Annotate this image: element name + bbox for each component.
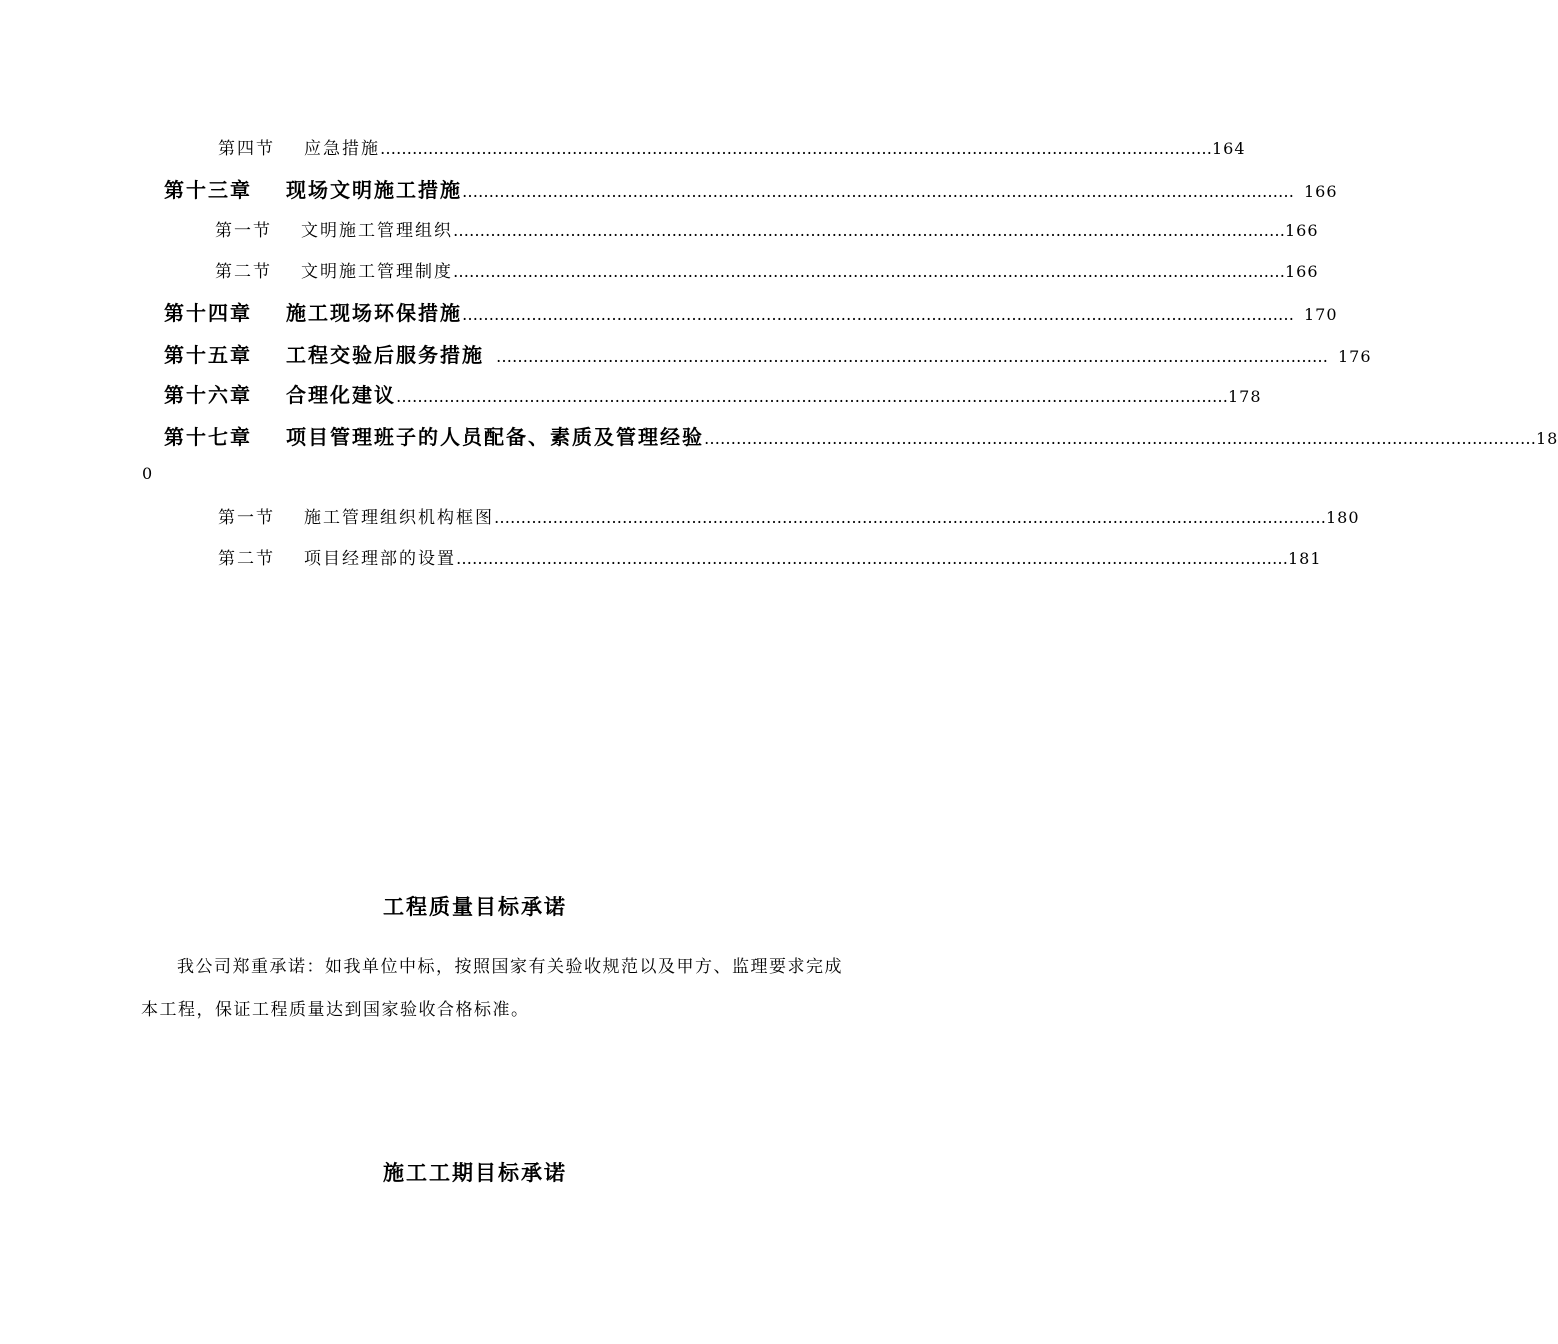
toc-leader-dots: ………………………………………………………………………………………………………………………………………… <box>462 305 1294 324</box>
toc-entry-label: 第二节 <box>218 549 275 569</box>
toc-leader-dots: ………………………………………………………………………………………………………………………………………… <box>453 221 1285 240</box>
toc-leader-dots: ………………………………………………………………………………………………………………………………………… <box>462 182 1294 201</box>
toc-entry-section[interactable] <box>215 257 1319 282</box>
toc-entry-chapter[interactable] <box>164 379 1262 408</box>
toc-entry-title: 文明施工管理组织 <box>301 221 453 241</box>
toc-entry-page: 180 <box>1326 508 1360 527</box>
toc-entry-chapter[interactable] <box>164 174 1338 203</box>
quality-paragraph: 我公司郑重承诺：如我单位中标，按照国家有关验收规范以及甲方、监理要求完成本工程，保证工程质量达到国家验收合格标准。 <box>141 957 843 1020</box>
toc-entry-page: 166 <box>1285 221 1319 240</box>
toc-leader-dots: ………………………………………………………………………………………………………………………………………… <box>453 262 1285 281</box>
toc-entry-title: 项目经理部的设置 <box>304 549 456 569</box>
toc-entry-label: 第十五章 <box>164 343 252 367</box>
toc-entry-section[interactable] <box>218 134 1246 159</box>
toc-entry-title: 施工现场环保措施 <box>286 301 462 325</box>
toc-entry-chapter[interactable] <box>164 339 1372 368</box>
toc-entry-page: 18 <box>1536 429 1558 448</box>
toc-leader-dots: ………………………………………………………………………………………………………………………………………… <box>396 387 1228 406</box>
toc-entry-section[interactable] <box>215 216 1319 241</box>
quality-heading: 工程质量目标承诺 <box>383 894 567 919</box>
toc-entry-label: 第四节 <box>218 139 275 159</box>
toc-entry-label: 第二节 <box>215 262 272 282</box>
toc-entry-section[interactable] <box>218 544 1322 569</box>
toc-entry-chapter[interactable] <box>164 297 1338 326</box>
toc-leader-dots: ………………………………………………………………………………………………………………………………………… <box>494 508 1326 527</box>
toc-entry-page: 166 <box>1285 262 1319 281</box>
toc-entry-section[interactable] <box>218 503 1360 528</box>
toc-entry-title: 项目管理班子的人员配备、素质及管理经验 <box>286 425 704 449</box>
toc-entry-label: 第十四章 <box>164 301 252 325</box>
toc-leader-dots: ………………………………………………………………………………………………………………………………………… <box>496 347 1328 366</box>
toc-entry-page: 164 <box>1212 139 1246 158</box>
toc-entry-page: 181 <box>1288 549 1322 568</box>
toc-entry-label: 第十七章 <box>164 425 252 449</box>
toc-leader-dots: ………………………………………………………………………………………………………………………………………… <box>456 549 1288 568</box>
toc-entry-label: 第十三章 <box>164 178 252 202</box>
toc-entry-page: 178 <box>1228 387 1262 406</box>
toc-entry-title: 应急措施 <box>304 139 380 159</box>
toc-entry-title: 施工管理组织机构框图 <box>304 508 494 528</box>
toc-entry-title: 现场文明施工措施 <box>286 178 462 202</box>
toc-leader-dots: ………………………………………………………………………………………………………………………………………… <box>380 139 1212 158</box>
toc-leader-dots: ………………………………………………………………………………………………………………………………………… <box>704 429 1536 448</box>
toc-entry-page: 176 <box>1338 347 1372 366</box>
toc-entry-page-wrap: 0 <box>142 464 153 483</box>
toc-entry-page: 170 <box>1304 305 1338 324</box>
toc-entry-label: 第一节 <box>218 508 275 528</box>
toc-entry-chapter[interactable] <box>164 421 1558 450</box>
schedule-heading: 施工工期目标承诺 <box>383 1160 567 1185</box>
toc-entry-label: 第十六章 <box>164 383 252 407</box>
toc-entry-title: 合理化建议 <box>286 383 396 407</box>
toc-entry-label: 第一节 <box>215 221 272 241</box>
toc-entry-page: 166 <box>1304 182 1338 201</box>
toc-entry-title: 工程交验后服务措施 <box>286 343 484 367</box>
toc-entry-title: 文明施工管理制度 <box>301 262 453 282</box>
